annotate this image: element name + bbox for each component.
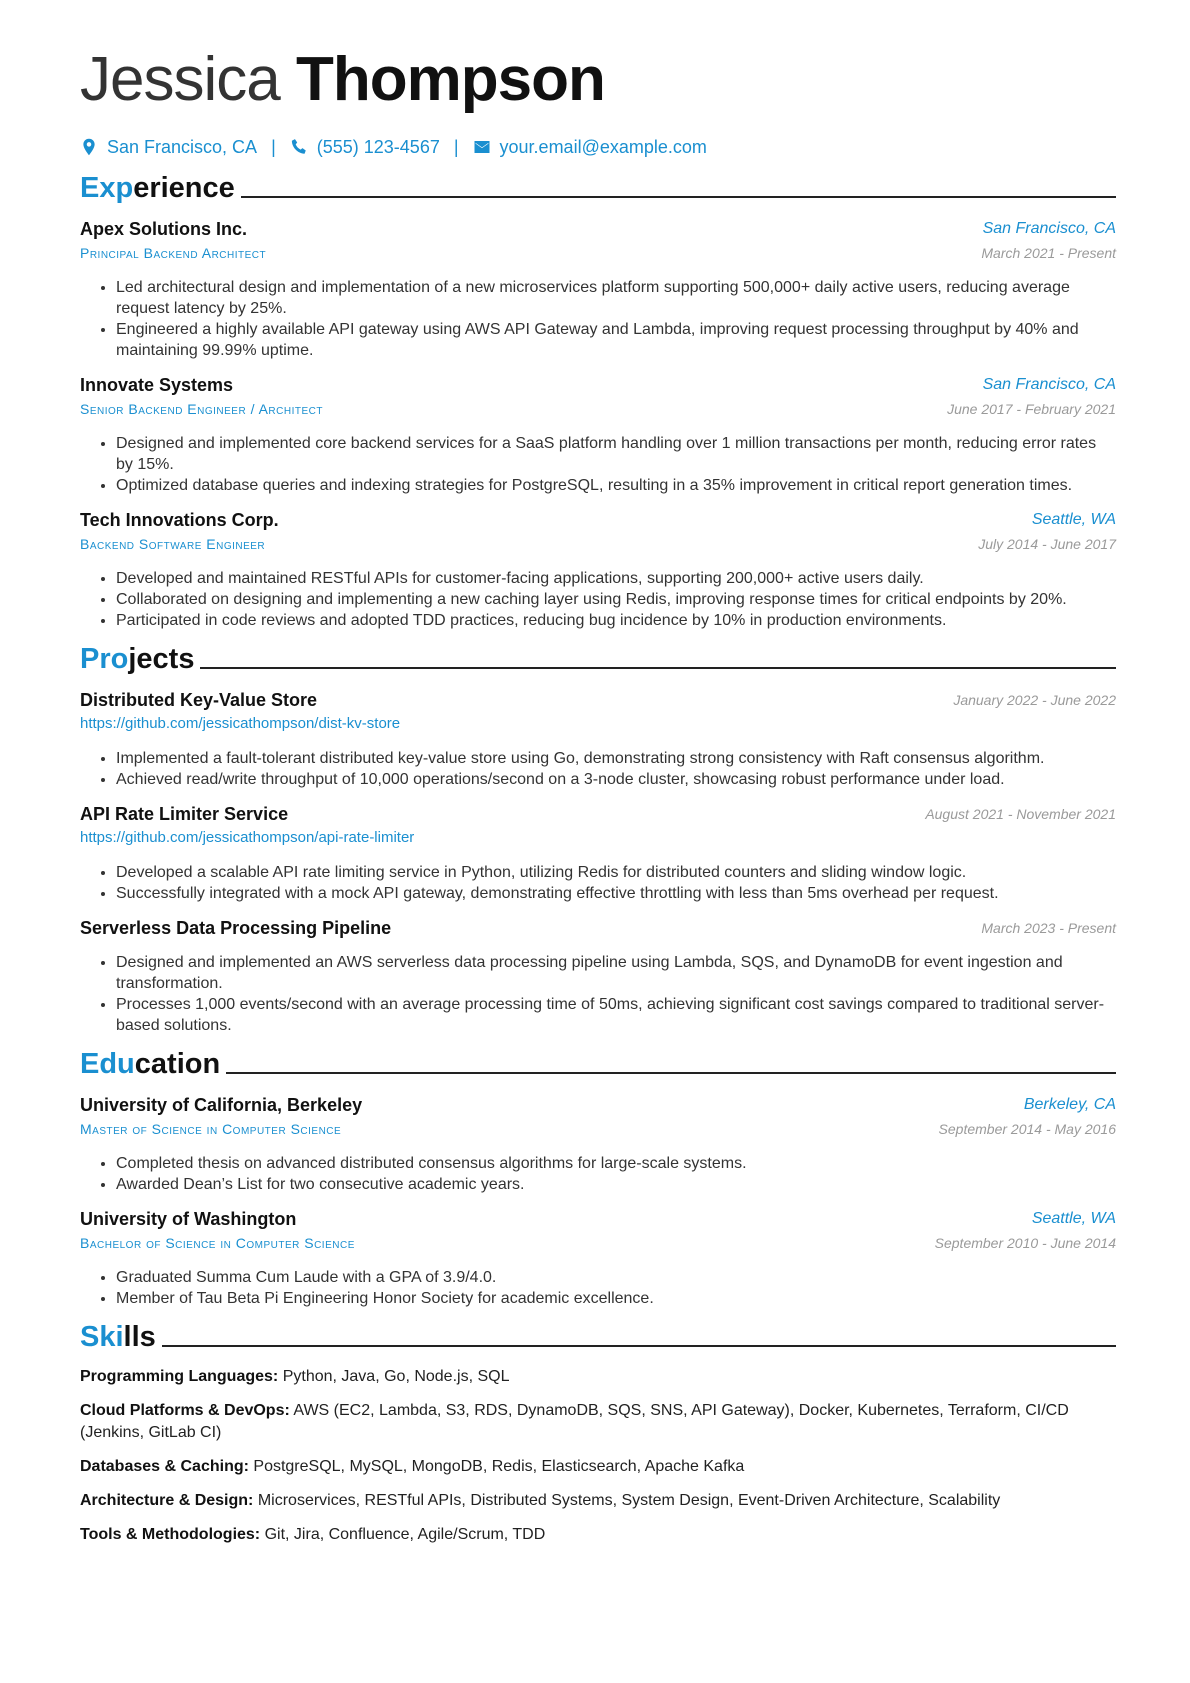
first-name: Jessica	[80, 45, 280, 114]
location-text: San Francisco, CA	[107, 137, 258, 157]
separator: |	[271, 137, 276, 157]
bullet-item: • Awarded Dean’s List for two consecutive academic years.	[116, 1174, 1116, 1195]
skill-values: Git, Jira, Confluence, Agile/Scrum, TDD	[264, 1526, 546, 1543]
skill-category: Cloud Platforms & DevOps:	[80, 1402, 290, 1419]
section-title	[80, 1044, 220, 1084]
skill-category: Tools & Methodologies:	[80, 1526, 261, 1543]
section-title	[80, 639, 194, 679]
entry-subheader	[80, 241, 1116, 265]
entry-name: Serverless Data Processing Pipeline	[80, 918, 392, 938]
entry-header	[80, 688, 1116, 712]
entry-date: September 2010 - June 2014	[934, 1235, 1116, 1251]
candidate-name	[80, 44, 1116, 116]
entry-location: Seattle, WA	[1031, 511, 1116, 528]
entry-education	[80, 1207, 1116, 1309]
section-heading-projects	[80, 639, 1116, 679]
section-heading-skills	[80, 1317, 1116, 1357]
entry-name: Apex Solutions Inc.	[80, 219, 248, 239]
entry-experience	[80, 217, 1116, 361]
skill-row	[80, 1490, 1116, 1512]
section-title-accent: Exp	[80, 172, 134, 204]
entry-header	[80, 508, 1116, 532]
skill-values: Microservices, RESTful APIs, Distributed Systems, System Design, Event-Driven Architecture, Scalability	[257, 1492, 1001, 1509]
bullet-item: • Implemented a fault-tolerant distributed key-value store using Go, demonstrating strong consistency with Raft consensus algorithm.	[116, 748, 1116, 769]
section-divider	[226, 1072, 1116, 1074]
entry-name: Tech Innovations Corp.	[80, 510, 279, 530]
entry-role: Senior Backend Engineer / Architect	[80, 401, 323, 417]
entry-location: Seattle, WA	[1031, 1210, 1116, 1227]
entry-name: University of California, Berkeley	[80, 1095, 363, 1115]
entry-date: March 2023 - Present	[981, 920, 1116, 936]
entry-header	[80, 1093, 1116, 1117]
skill-category: Databases & Caching:	[80, 1458, 249, 1475]
bullet-item: • Designed and implemented an AWS serverless data processing pipeline using Lambda, SQS, and DynamoDB for event ingestion and transformation.	[116, 952, 1116, 994]
phone-icon	[290, 138, 308, 156]
bullet-item: • Achieved read/write throughput of 10,000 operations/second on a 3-node cluster, showcasing robust performance under load.	[116, 769, 1116, 790]
map-pin-icon	[80, 138, 98, 156]
bullet-item: • Processes 1,000 events/second with an average processing time of 50ms, achieving significant cost savings compared to traditional server-based solutions.	[116, 994, 1116, 1036]
bullet-item: • Led architectural design and implementation of a new microservices platform supporting 500,000+ daily active users, reducing average request latency by 25%.	[116, 277, 1116, 319]
entry-date: July 2014 - June 2017	[978, 536, 1116, 552]
entry-date: June 2017 - February 2021	[947, 401, 1116, 417]
entry-projects	[80, 688, 1116, 790]
entry-header	[80, 217, 1116, 241]
entry-role: Master of Science in Computer Science	[80, 1121, 342, 1137]
bullet-item: • Designed and implemented core backend services for a SaaS platform handling over 1 million transactions per month, reducing error rates by 15%.	[116, 433, 1116, 475]
last-name: Thompson	[295, 45, 605, 114]
entry-name: University of Washington	[80, 1209, 297, 1229]
section-title-accent: Ski	[80, 1321, 124, 1353]
project-link[interactable]: https://github.com/jessicathompson/api-rate-limiter	[80, 829, 415, 846]
entry-date: January 2022 - June 2022	[953, 692, 1116, 708]
entry-location: San Francisco, CA	[982, 376, 1116, 393]
skill-row	[80, 1400, 1116, 1444]
section-title-accent: Pro	[80, 643, 129, 675]
bullet-list	[80, 1153, 1116, 1195]
entry-date: August 2021 - November 2021	[925, 806, 1116, 822]
section-divider	[162, 1345, 1116, 1347]
email-link[interactable]: your.email@example.com	[499, 137, 707, 157]
entry-subheader	[80, 397, 1116, 421]
entry-subheader	[80, 1117, 1116, 1141]
skill-category: Programming Languages:	[80, 1368, 279, 1385]
entry-header	[80, 373, 1116, 397]
contact-line	[80, 134, 1116, 160]
bullet-item: • Collaborated on designing and implementing a new caching layer using Redis, improving response times for critical endpoints by 20%.	[116, 589, 1116, 610]
bullet-item: • Optimized database queries and indexing strategies for PostgreSQL, resulting in a 35% improvement in critical report generation times.	[116, 475, 1116, 496]
entry-role: Principal Backend Architect	[80, 245, 267, 261]
section-title-rest: cation	[134, 1048, 221, 1080]
entry-header	[80, 1207, 1116, 1231]
section-divider	[241, 196, 1116, 198]
section-heading-education	[80, 1044, 1116, 1084]
skill-values: AWS (EC2, Lambda, S3, RDS, DynamoDB, SQS, SNS, API Gateway), Docker, Kubernetes, Terraform, CI/CD (Jenkins, GitLab CI)	[80, 1402, 1069, 1441]
entry-role: Bachelor of Science in Computer Science	[80, 1235, 355, 1251]
entry-projects	[80, 916, 1116, 1036]
skill-values: PostgreSQL, MySQL, MongoDB, Redis, Elasticsearch, Apache Kafka	[253, 1458, 745, 1475]
bullet-list	[80, 748, 1116, 790]
section-title-accent: Edu	[80, 1048, 135, 1080]
section-divider	[200, 667, 1116, 669]
entry-name: API Rate Limiter Service	[80, 804, 289, 824]
entry-experience	[80, 373, 1116, 496]
bullet-item: • Participated in code reviews and adopted TDD practices, reducing bug incidence by 10% in production environments.	[116, 610, 1116, 631]
entry-subheader	[80, 826, 1116, 850]
bullet-list	[80, 1267, 1116, 1309]
entry-location: San Francisco, CA	[982, 220, 1116, 237]
entry-subheader	[80, 1231, 1116, 1255]
bullet-item: • Developed and maintained RESTful APIs for customer-facing applications, supporting 200,000+ active users daily.	[116, 568, 1116, 589]
bullet-item: • Member of Tau Beta Pi Engineering Honor Society for academic excellence.	[116, 1288, 1116, 1309]
section-title	[80, 168, 235, 208]
section-title-rest: lls	[123, 1321, 156, 1353]
phone-link[interactable]: (555) 123-4567	[316, 137, 440, 157]
skill-row	[80, 1456, 1116, 1478]
envelope-icon	[473, 138, 491, 156]
skill-row	[80, 1366, 1116, 1388]
skill-row	[80, 1524, 1116, 1546]
entry-projects	[80, 802, 1116, 904]
section-title-rest: erience	[133, 172, 235, 204]
entry-header	[80, 802, 1116, 826]
entry-education	[80, 1093, 1116, 1195]
section-title-rest: jects	[128, 643, 195, 675]
entry-name: Distributed Key-Value Store	[80, 690, 318, 710]
entry-date: March 2021 - Present	[981, 245, 1116, 261]
bullet-list	[80, 862, 1116, 904]
skills-list	[80, 1366, 1116, 1546]
entry-experience	[80, 508, 1116, 631]
section-title	[80, 1317, 156, 1357]
entry-name: Innovate Systems	[80, 375, 234, 395]
separator: |	[453, 137, 459, 157]
entry-header	[80, 916, 1116, 940]
bullet-list	[80, 433, 1116, 496]
section-heading-experience	[80, 168, 1116, 208]
bullet-list	[80, 568, 1116, 631]
project-link[interactable]: https://github.com/jessicathompson/dist-kv-store	[80, 715, 401, 732]
bullet-item: • Graduated Summa Cum Laude with a GPA of 3.9/4.0.	[116, 1267, 1116, 1288]
bullet-list	[80, 277, 1116, 361]
bullet-list	[80, 952, 1116, 1036]
entry-location: Berkeley, CA	[1023, 1096, 1116, 1113]
entry-subheader	[80, 712, 1116, 736]
entry-subheader	[80, 532, 1116, 556]
bullet-item: • Completed thesis on advanced distributed consensus algorithms for large-scale systems.	[116, 1153, 1116, 1174]
bullet-item: • Developed a scalable API rate limiting service in Python, utilizing Redis for distributed counters and sliding window logic.	[116, 862, 1116, 883]
skill-category: Architecture & Design:	[80, 1492, 254, 1509]
bullet-item: • Engineered a highly available API gateway using AWS API Gateway and Lambda, improving request processing throughput by 40% and maintaining 99.99% uptime.	[116, 319, 1116, 361]
bullet-item: • Successfully integrated with a mock API gateway, demonstrating effective throttling with less than 5ms overhead per request.	[116, 883, 1116, 904]
skill-values: Python, Java, Go, Node.js, SQL	[282, 1368, 510, 1385]
entry-role: Backend Software Engineer	[80, 536, 266, 552]
entry-date: September 2014 - May 2016	[938, 1121, 1116, 1137]
